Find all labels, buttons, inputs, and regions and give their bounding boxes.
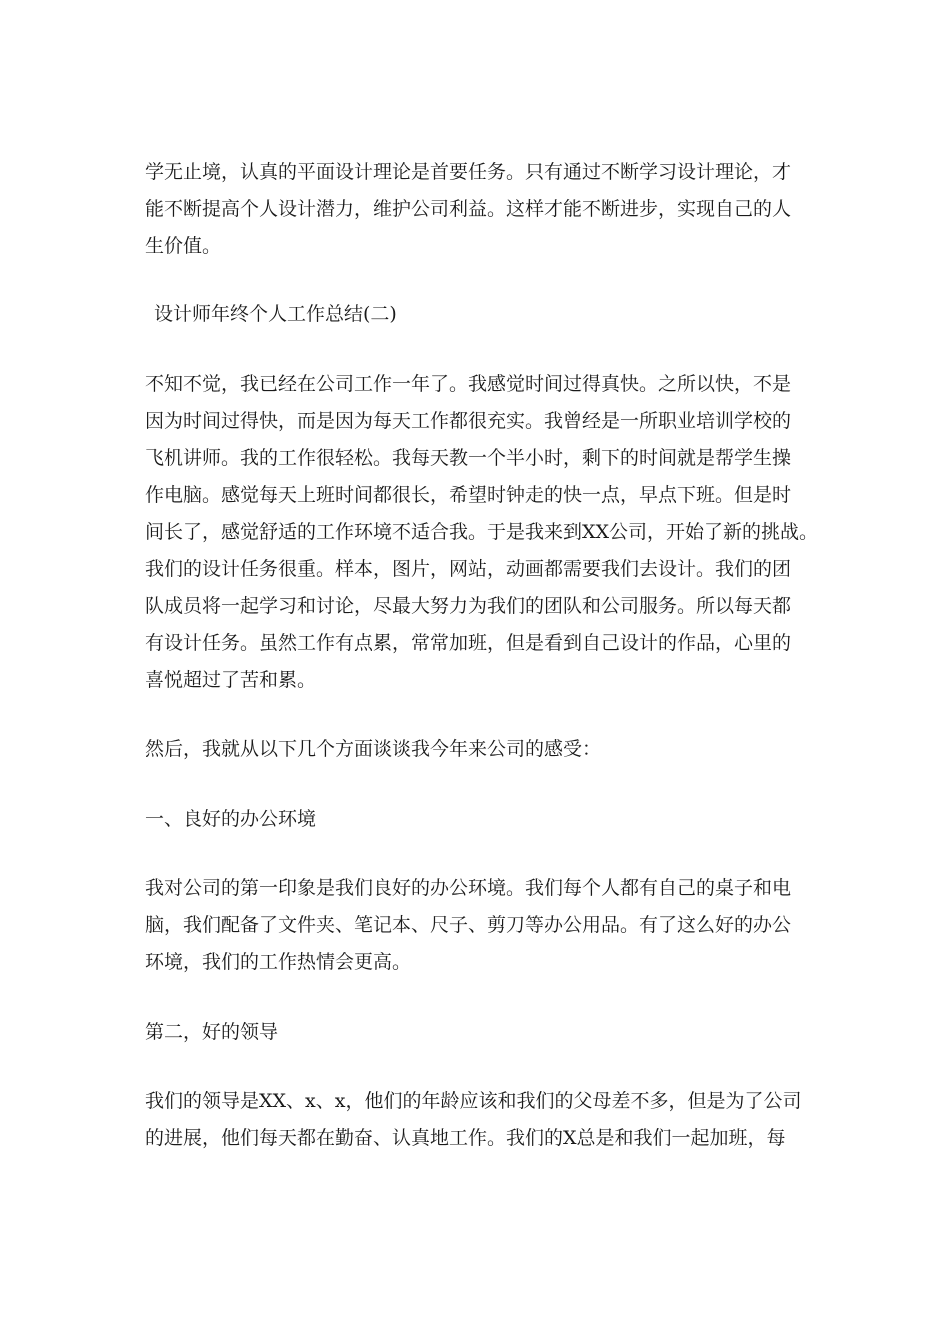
paragraph-line: 我们的设计任务很重。样本，图片，网站，动画都需要我们去设计。我们的团: [145, 558, 792, 580]
paragraph-line: 队成员将一起学习和讨论，尽最大努力为我们的团队和公司服务。所以每天都: [145, 595, 792, 617]
paragraph-line: 我们的领导是XX、x、x，他们的年龄应该和我们的父母差不多，但是为了公司: [145, 1090, 802, 1112]
paragraph-line: 脑，我们配备了文件夹、笔记本、尺子、剪刀等办公用品。有了这么好的办公: [145, 914, 792, 936]
paragraph-line: 有设计任务。虽然工作有点累，常常加班，但是看到自己设计的作品，心里的: [145, 632, 792, 654]
paragraph-line: 不知不觉，我已经在公司工作一年了。我感觉时间过得真快。之所以快，不是: [145, 373, 792, 395]
section-title: 一、良好的办公环境: [145, 808, 317, 830]
section-title: 第二，好的领导: [145, 1021, 279, 1043]
paragraph-line: 然后，我就从以下几个方面谈谈我今年来公司的感受：: [145, 738, 602, 760]
paragraph-line: 我对公司的第一印象是我们良好的办公环境。我们每个人都有自己的桌子和电: [145, 877, 792, 899]
paragraph-line: 的进展，他们每天都在勤奋、认真地工作。我们的X总是和我们一起加班，每: [145, 1127, 786, 1149]
paragraph-line: 喜悦超过了苦和累。: [145, 669, 317, 691]
paragraph-line: 飞机讲师。我的工作很轻松。我每天教一个半小时，剩下的时间就是帮学生操: [145, 447, 792, 469]
paragraph-line: 能不断提高个人设计潜力，维护公司利益。这样才能不断进步，实现自己的人: [145, 198, 792, 220]
paragraph-line: 作电脑。感觉每天上班时间都很长，希望时钟走的快一点，早点下班。但是时: [145, 484, 792, 506]
paragraph-line: 生价值。: [145, 235, 222, 257]
paragraph-line: 因为时间过得快，而是因为每天工作都很充实。我曾经是一所职业培训学校的: [145, 410, 792, 432]
section-heading: 设计师年终个人工作总结(二): [154, 303, 397, 325]
paragraph-line: 环境，我们的工作热情会更高。: [145, 951, 412, 973]
paragraph-line: 间长了，感觉舒适的工作环境不适合我。于是我来到XX公司，开始了新的挑战。: [145, 521, 819, 543]
paragraph-line: 学无止境，认真的平面设计理论是首要任务。只有通过不断学习设计理论，才: [145, 161, 792, 183]
